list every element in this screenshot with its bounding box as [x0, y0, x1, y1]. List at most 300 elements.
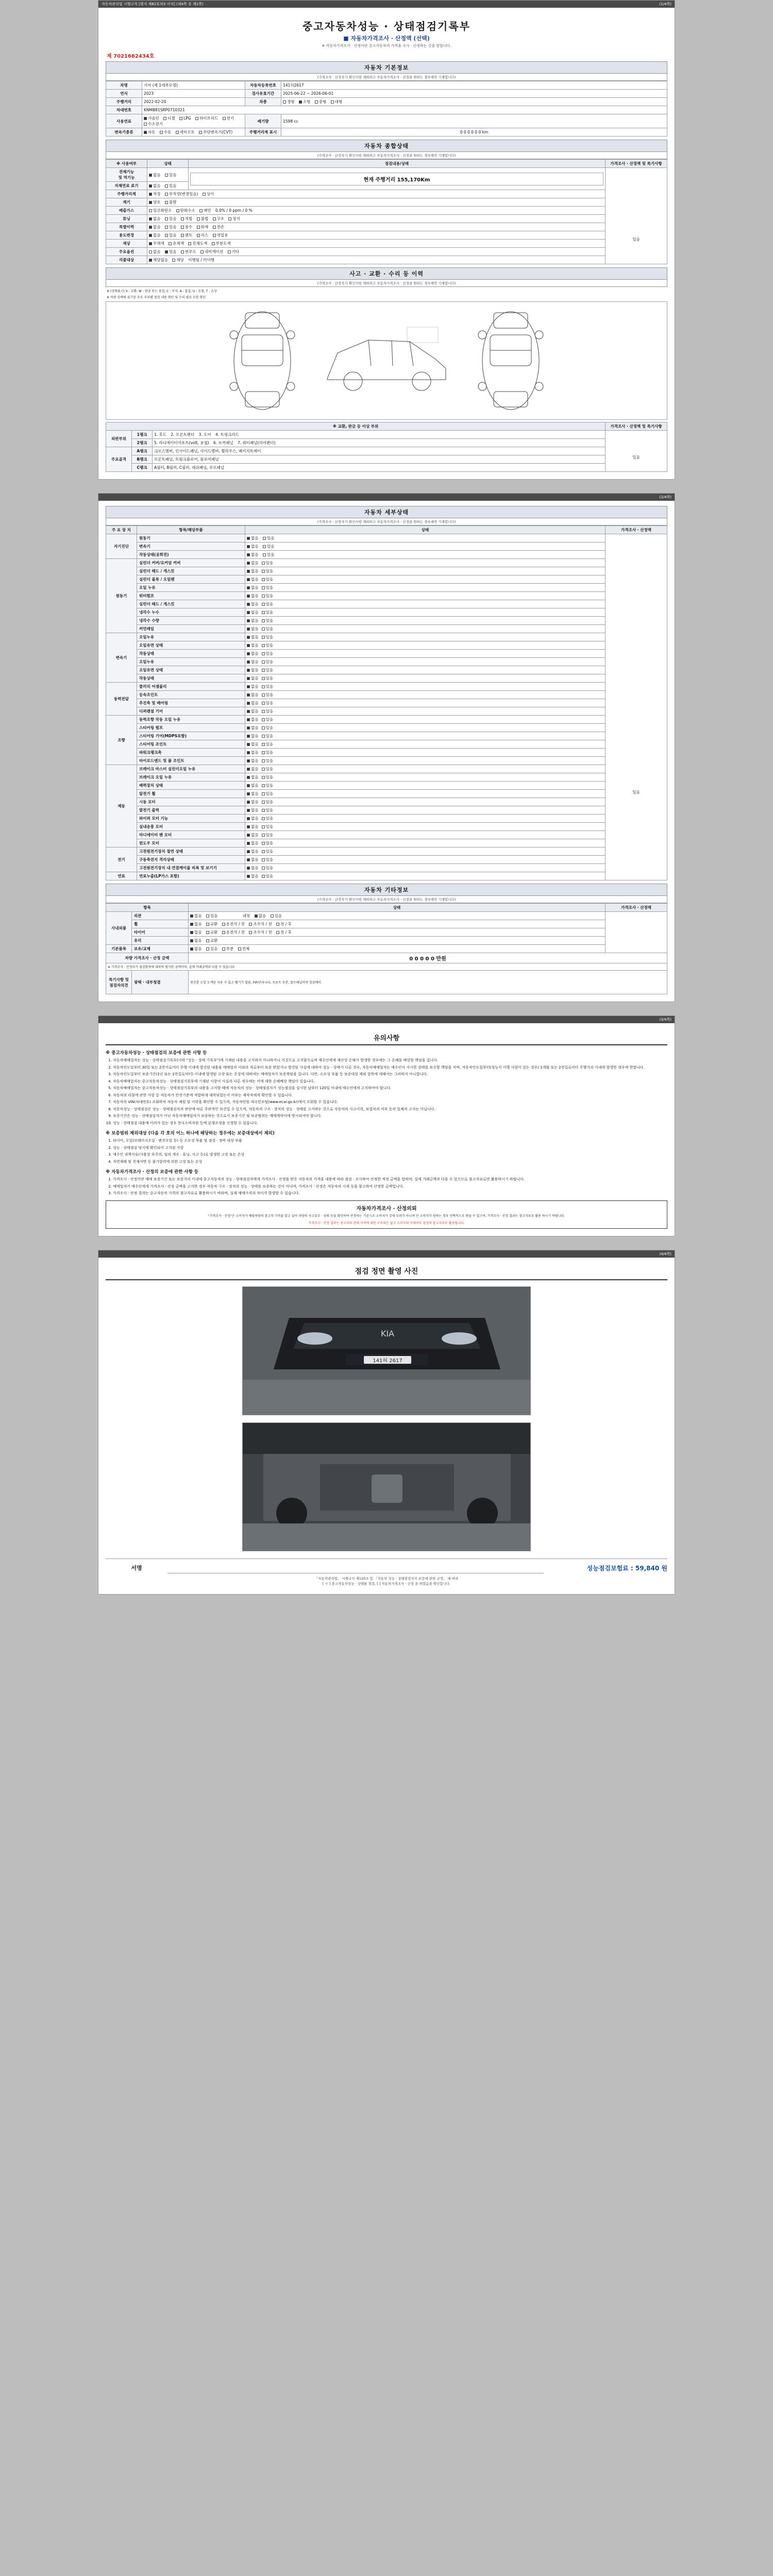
detail-state-table	[106, 526, 667, 880]
detail-group-0: 자기진단	[106, 534, 137, 559]
notice-item: 3. 자동차인도일부터 보증기간(1년 또는 1만킬로미터) 이내에 발생된 고장 또는 손상에 대하여는 매매업자가 보증책임을 집니다. 다만, 소모성 부품 등 보증대상 제외 항목에 대해서는 그러하지 아니합니다.	[113, 1072, 667, 1077]
basic-value-odometer: 0 0 0 0 0 0 km	[281, 128, 667, 137]
overall-col-3: 가격조사 · 산정액 및 특기사항	[606, 160, 667, 168]
detail-group-6: 전기	[106, 848, 137, 872]
section-detail-note: (가격조사 · 산정자가 확인사항 제외하고 자동차가격조사 · 산정을 원하는 경우에만 기재합니다)	[106, 518, 667, 526]
overall-row-5-opt-5[interactable]: 장치	[228, 216, 240, 222]
other-group-label: 사내외품	[106, 912, 132, 945]
basic-value-regno: 141허2617	[281, 81, 667, 90]
notice-item: 2. 자동차인도일부터 30일 또는 2천키로미터 주행 이내에 발견된 내용을 매매업자 이외의 자로부터 보증 받았거나 발견된 사실에 대하여 성능 · 상태가 다른 경우, 자동차매매업자는 매수인이 지시한 상태를 보수할 책임을 지며, 자동차인도일부터(성능지 이행 사항이 있는 경우) 1개월 또는 2천킬로미터 주행거리 이내에 발생한 경우에 한합니다.	[113, 1065, 667, 1071]
overall-row-7-opt-1[interactable]: 있음	[165, 232, 177, 238]
detail-state-5-5: 없음 있음	[245, 806, 606, 815]
photos-title: 점검 정면 촬영 사진	[106, 1266, 667, 1280]
detail-state-0-1: 없음 있음	[245, 543, 606, 551]
page-3-number: (3/4쪽)	[659, 1018, 671, 1022]
notice-title: 유의사항	[106, 1032, 667, 1045]
overall-row-7-opt-3[interactable]: 리스	[197, 232, 209, 238]
overall-row-5-opt-3[interactable]: 불법	[197, 216, 209, 222]
detail-state-6-2: 없음 있음	[245, 864, 606, 872]
overall-row-9-opt-4[interactable]: 기타	[228, 249, 240, 255]
overall-row-2-opt-0[interactable]: 적정	[149, 191, 161, 197]
overall-row-9-opts	[147, 248, 606, 256]
basic-value-carname: 기아 (제 1세부모델)	[142, 81, 245, 90]
price-request-body: "가격조사 · 산정"은 소비자가 해당차량의 중고차 가격을 알고 싶어 차량의 사고유무 · 상태 등을 확인하여 산정하는 기준으로 소비자가 강제 부과가 아니며 단 소비자가 원하는 경우 선택적으로 받을 수 있으며, 가격조사 · 산정 결과는 참고자료로 활용 하시기 바랍니다.	[208, 1214, 565, 1218]
page-number: (1/4쪽)	[659, 2, 671, 6]
overall-row-0-opts	[147, 168, 189, 182]
overall-row-4-name: 배출가스	[106, 207, 147, 215]
other-row-1-opts: 없음 교환 운전석 / 전 조수석 / 전 전 / 후	[189, 920, 606, 928]
accident-frame-label: 주요골격	[106, 447, 132, 472]
overall-odometer-box: 현재 주행거리 155,170Km	[189, 168, 606, 190]
detail-state-3-0: 없음 있음	[245, 683, 606, 691]
other-row-4-label: 보유/교체	[132, 945, 189, 953]
detail-item-3-2: 추진축 및 베어링	[137, 699, 245, 707]
detail-item-5-1: 브레이크 오일 누유	[137, 773, 245, 782]
other-row-3-opts: 없음 교환	[189, 937, 606, 945]
accident-rank1-label: 1랭크	[132, 431, 153, 439]
detail-group-2: 변속기	[106, 633, 137, 683]
price-note: ※ 가격조사 · 산정자가 점검항목에 대하여 평가한 금액이며, 실제 거래금액과 다를 수 있습니다.	[106, 963, 667, 971]
overall-row-2-name: 주행거리계	[106, 190, 147, 198]
detail-item-1-3: 오일 누유	[137, 584, 245, 592]
vehicle-underbody-photo-image	[243, 1423, 531, 1551]
rank2-item-1[interactable]: 6. 로커패널	[213, 440, 233, 445]
detail-item-2-3: 오일누유	[137, 658, 245, 666]
page-subtitle: ■ 자동차가격조사 · 산정액 (선택)	[343, 35, 430, 42]
overall-row-0-opt-0[interactable]: 없음	[149, 172, 161, 178]
notice-heading-3: ※ 자동차가격조사 · 산정의 보증에 관한 사항 등	[106, 1170, 199, 1175]
svg-text:141허 2617: 141허 2617	[373, 1358, 402, 1364]
detail-state-1-7: 없음 있음	[245, 617, 606, 625]
overall-row-5-opt-1[interactable]: 있음	[165, 216, 177, 222]
accident-frameC-label: C랭크	[132, 464, 153, 472]
detail-item-2-1: 오일유면 상태	[137, 641, 245, 650]
detail-item-0-0: 원동기	[137, 534, 245, 543]
detail-item-4-5: 타이로드엔드 및 볼 조인트	[137, 757, 245, 765]
overall-row-8-opts	[147, 240, 606, 248]
section-other-title: 자동차 기타정보	[106, 884, 667, 896]
overall-row-7-name: 용도변경	[106, 231, 147, 240]
notice-item: 10. 성능 · 상태점검 내용에 이의가 있는 경우 한국소비자원 등에 분쟁조정을 신청할 수 있습니다.	[113, 1121, 667, 1126]
detail-col-3: 가격조사 · 산정액	[606, 526, 667, 534]
cartype-option-0[interactable]: 경형	[283, 99, 295, 105]
detail-state-1-2: 없음 있음	[245, 575, 606, 584]
overall-row-6-opt-3[interactable]: 화재	[197, 224, 209, 230]
signature-row	[106, 1558, 667, 1573]
notice-list-2	[113, 1138, 667, 1164]
footer-note	[106, 1577, 667, 1587]
vehicle-front-photo	[242, 1286, 531, 1415]
overall-row-3-name: 계기	[106, 198, 147, 207]
detail-state-6-1: 없음 있음	[245, 856, 606, 864]
detail-col-1: 항목/해당부품	[137, 526, 245, 534]
page-1-topbar	[98, 1, 675, 8]
page-3-topbar	[98, 1016, 675, 1023]
overall-row-10-opt-0[interactable]: 해당없음	[149, 257, 168, 263]
detail-item-4-4: 파워크랭크축	[137, 749, 245, 757]
cartype-option-1[interactable]: 소형	[299, 99, 311, 105]
notice-item: 1. 자동차매매업자는 성능 · 상태점검기록부(이하 "성능 · 상태 기록부")에 기재된 내용을 고지하지 아니하거나 거짓으로 고지함으로써 매수인에게 재산상 손해가 발생한 경우에는 그 손해를 배상할 책임을 집니다.	[113, 1058, 667, 1063]
basic-value-displacement: 1598 cc	[281, 114, 667, 128]
accident-frameA-label: A랭크	[132, 447, 153, 455]
overall-row-9-opt-1[interactable]: 있음	[165, 249, 177, 255]
car-diagram-side	[320, 312, 453, 410]
cartype-option-3[interactable]: 대형	[331, 99, 343, 105]
detail-col-0: 주 요 장 치	[106, 526, 137, 534]
overall-col-2: 점검내용/상태	[189, 160, 606, 168]
other-note-cell	[606, 912, 667, 953]
detail-state-5-6: 없음 있음	[245, 815, 606, 823]
overall-row-9-opt-0[interactable]: 없음	[149, 249, 161, 255]
section-detail-title: 자동차 세부상태	[106, 506, 667, 518]
overall-row-8-opt-0[interactable]: 무채색	[149, 241, 164, 246]
section-overall-note: (가격조사 · 산정자가 확인사항 제외하고 자동차가격조사 · 산정을 원하는 경우에만 기재합니다)	[106, 152, 667, 159]
overall-row-9-name: 주요옵션	[106, 248, 147, 256]
state-opt-b[interactable]: 있음	[263, 535, 275, 541]
accident-rank2-label: 2랭크	[132, 439, 153, 447]
basic-value-regdate: 2022-02-20	[142, 98, 245, 106]
overall-row-5-name: 튜닝	[106, 215, 147, 223]
fuel-option-0[interactable]: 가솔린	[144, 115, 159, 121]
page-3	[98, 1015, 675, 1236]
overall-col-0: ※ 사용여부	[106, 160, 147, 168]
detail-item-2-4: 오일유면 상태	[137, 666, 245, 674]
detail-item-6-0: 고전원전기장치 절연 상태	[137, 848, 245, 856]
accident-frameB-label: B랭크	[132, 455, 153, 464]
section-accident-title: 사고 · 교환 · 수리 등 이력	[106, 267, 667, 280]
overall-row-10-name: 리콜대상	[106, 256, 147, 264]
overall-row-1-opts	[147, 182, 189, 190]
accident-rank1-items	[153, 431, 606, 439]
notice-item: 2. 매매업자가 매수인에게 가격조사 · 산정 금액을 고지한 경우 자동차 구조 · 장치의 성능 · 상태를 보증하는 것이 아니며, 가격조사 · 산정은 자동차의 시세 등을 참고하여 산정한 금액입니다.	[113, 1184, 667, 1190]
overall-row-4-opt-2[interactable]: 매연	[199, 208, 211, 213]
detail-item-5-6: 와이퍼 모터 기능	[137, 815, 245, 823]
notice-heading-2: ※ 보증범위 제외대상 (다음 각 호의 어느 하나에 해당하는 경우에는 보증대상에서 제외)	[106, 1131, 275, 1136]
overall-row-6-name: 특별이력	[106, 223, 147, 231]
detail-item-5-2: 배력장치 상태	[137, 782, 245, 790]
detail-item-2-2: 작동상태	[137, 650, 245, 658]
transmission-option-3[interactable]: 무단변속기(CVT)	[199, 129, 232, 135]
overall-row-3-opt-0[interactable]: 양호	[149, 199, 161, 205]
section-overall-title: 자동차 종합상태	[106, 140, 667, 152]
notice-item: 4. 자연재해 및 천재지변 등 불가항력에 의한 고장 또는 손상	[113, 1159, 667, 1165]
detail-item-3-0: 클러치 어셈블리	[137, 683, 245, 691]
overall-row-5-opt-4[interactable]: 구조	[213, 216, 225, 222]
price-request-box	[106, 1200, 667, 1229]
fuel-option-5[interactable]: 수소전기	[144, 121, 163, 127]
rank1-item-1[interactable]: 2. 프론트펜더	[171, 432, 195, 437]
overall-row-3-opt-1[interactable]: 불량	[165, 199, 177, 205]
overall-row-8-opt-2[interactable]: 전체도색	[188, 241, 207, 246]
vehicle-underbody-photo	[242, 1422, 531, 1551]
notice-item: 1. 타이어, 오일(브레이크오일 · 엔진오일 등) 등 소모성 부품 및 점검 · 정비 대상 부품	[113, 1138, 667, 1144]
price-request-title: 자동차가격조사 · 산정의뢰	[356, 1206, 417, 1212]
other-row-0-opts: 없음 있음 내장 없음 있음	[189, 912, 606, 920]
price-request-note: 가격조사 · 산정 결과는 중고차의 판매 가격에 대한 구속력은 없고 소비자의 구매여부 결정에 참고자료로 활용됩니다.	[308, 1222, 465, 1226]
overall-row-7-opt-0[interactable]: 없음	[149, 232, 161, 238]
page-2-number: (2/4쪽)	[659, 495, 671, 499]
overall-row-1-name: 자체연료 표기	[106, 182, 147, 190]
detail-group-4: 조향	[106, 716, 137, 765]
detail-item-2-0: 오일누유	[137, 633, 245, 641]
basic-value-transmission	[142, 128, 245, 137]
detail-state-1-4: 없음 있음	[245, 592, 606, 600]
basic-label-transmission: 변속기종류	[106, 128, 142, 137]
basic-label-inspection: 검사유효기간	[245, 90, 281, 98]
detail-item-4-2: 스티어링 기어(MDPS포함)	[137, 732, 245, 740]
other-row-3-label: 유리	[132, 937, 189, 945]
detail-item-3-3: 디퍼렌셜 기어	[137, 707, 245, 716]
sign-section-text: 광택 · 내부청결	[132, 971, 189, 994]
overall-row-5-opt-2[interactable]: 적법	[181, 216, 193, 222]
detail-item-1-0: 실린더 커버/로커암 커버	[137, 559, 245, 567]
other-row-0-label: 외관	[132, 912, 189, 920]
overall-row-7-opts	[147, 231, 606, 240]
overall-row-2-opt-2[interactable]: 상이	[203, 191, 214, 197]
signature-line[interactable]	[167, 1562, 544, 1573]
detail-state-5-8: 없음 있음	[245, 831, 606, 839]
section-accident-note: (가격조사 · 산정자가 확인사항 제외하고 자동차가격조사 · 산정을 원하는 경우에만 기재합니다)	[106, 280, 667, 287]
notice-item: 1. 가격조사 · 산정이란 매매 보증기간 또는 보증거리 이내에 중고자동차의 성능 · 상태점검자에게 가격조사 · 산정을 받은 자동차의 가격을 내용에 따라 점검 · 조사하여 산정한 적정 금액을 말하며, 실제 거래금액과 다를 수 있으므로 참고자료로만 활용하시기 바랍니다.	[113, 1177, 667, 1182]
detail-item-6-2: 고전원전기장치 내 연결케이블 피복 및 보기기	[137, 864, 245, 872]
notice-item: 9. 보증기간은 성능 · 상태점검자가 아닌 자동차매매업자가 보증하는 것으로서 보증기간 및 보증범위는 매매계약서에 명시되어야 합니다.	[113, 1113, 667, 1119]
other-row-4-opts: 없음 있음 부분 전체	[189, 945, 606, 953]
other-row-2-label: 타이어	[132, 928, 189, 937]
notice-item: 8. 자동차성능 · 상태점검은 성능 · 상태점검자의 판단에 따른 주관적인 의견일 수 있으며, 자동차의 구조 · 장치의 성능 · 상태를 고지하는 것으로 자동차의 사고이력, 보험처리 여부 등의 일체의 고지는 아닙니다.	[113, 1107, 667, 1112]
detail-state-5-2: 없음 있음	[245, 782, 606, 790]
basic-label-regno: 자동차등록번호	[245, 81, 281, 90]
rank1-item-2[interactable]: 3. 도어	[198, 432, 211, 437]
overall-row-0-opt-1[interactable]: 있음	[165, 172, 177, 178]
car-diagram-left	[219, 307, 306, 415]
overall-row-2-opts	[147, 190, 606, 198]
detail-item-5-9: 윈도우 모터	[137, 839, 245, 848]
overall-row-4-opt-1[interactable]: 탄화수소	[176, 208, 195, 213]
basic-value-vin: KNMB81SRP0710321	[142, 106, 667, 114]
detail-item-0-1: 변속기	[137, 543, 245, 551]
footer-line-2: [ ㅇ ] 중고자동차성능 · 상태를 점검, [ ] 자동차가격조사 · 산정 을 하였음을 확인합니다.	[322, 1581, 451, 1586]
overall-row-10-opt-1[interactable]: 해당	[172, 257, 184, 263]
detail-item-5-5: 발전기 출력	[137, 806, 245, 815]
fuel-option-1[interactable]: 디젤	[163, 115, 175, 121]
detail-state-2-3: 없음 있음	[245, 658, 606, 666]
overall-row-4-opts	[147, 207, 606, 215]
other-row-0-label2: 내장	[242, 913, 250, 918]
detail-state-7-0: 없음 있음	[245, 872, 606, 880]
price-value: 0 0 0 0 0 만원	[189, 953, 667, 963]
basic-label-cartype: 차종	[245, 98, 281, 106]
car-diagram-right	[467, 307, 554, 415]
notice-item: 6. 자동차의 리콜에 관한 사항 등 자동차가 안전기준에 적합하게 제작되었는지 여부는 제작자에게 확인할 수 있습니다.	[113, 1093, 667, 1098]
overall-row-7-opt-4[interactable]: 영업용	[213, 232, 228, 238]
overall-row-6-opt-4[interactable]: 전손	[213, 224, 225, 230]
other-col-0: 항목	[106, 904, 189, 912]
page-title: 중고자동차성능 · 상태점검기록부	[302, 20, 470, 32]
detail-item-3-1: 등속조인트	[137, 691, 245, 699]
detail-state-2-2: 없음 있음	[245, 650, 606, 658]
basic-label-displacement: 배기량	[245, 114, 281, 128]
detail-state-4-1: 없음 있음	[245, 724, 606, 732]
page-1	[98, 0, 675, 480]
detail-state-3-3: 없음 있음	[245, 707, 606, 716]
detail-item-5-0: 브레이크 마스터 실린더오일 누유	[137, 765, 245, 773]
basic-label-carname: 차명	[106, 81, 142, 90]
detail-state-4-3: 없음 있음	[245, 740, 606, 749]
detail-state-2-5: 없음 있음	[245, 674, 606, 683]
detail-state-4-2: 없음 있음	[245, 732, 606, 740]
overall-row-2-opt-1[interactable]: 부적정(변경있음)	[165, 191, 198, 197]
overall-row-6-opt-0[interactable]: 없음	[149, 224, 161, 230]
detail-group-7: 연료	[106, 872, 137, 880]
detail-state-5-0: 없음 있음	[245, 765, 606, 773]
section-basic-title: 자동차 기본정보	[106, 61, 667, 74]
fuel-option-3[interactable]: 하이브리드	[195, 115, 218, 121]
transmission-option-1[interactable]: 수동	[160, 129, 172, 135]
section-basic-note: (가격조사 · 산정자가 확인사항 제외하고 자동차가격조사 · 산정을 원하는 경우에만 기재합니다)	[106, 74, 667, 81]
overall-row-6-opt-2[interactable]: 침수	[181, 224, 193, 230]
accident-frameA-items: 크로스멤버, 인사이드패널, 사이드멤버, 휠하우스, 패키지트레이	[153, 447, 606, 455]
detail-item-1-1: 실린더 헤드 / 개스킷	[137, 567, 245, 575]
car-damage-diagram	[106, 301, 667, 420]
other-row-1-label: 휠	[132, 920, 189, 928]
accident-note-header: 가격조사 · 산정액 및 특기사항	[606, 422, 667, 431]
detail-state-4-4: 없음 있음	[245, 749, 606, 757]
other-row-2-opts: 없음 교환 운전석 / 전 조수석 / 전 전 / 후	[189, 928, 606, 937]
accident-legend-2: ※ 차량 상태에 표기된 주요 부위별 점검 내용 확인 및 수리 필요 부분 확인	[107, 296, 206, 299]
basic-label-regdate: 주행거리	[106, 98, 142, 106]
detail-item-1-2: 실린더 블록 / 오일팬	[137, 575, 245, 584]
notice-list-1	[113, 1058, 667, 1126]
insurance-fee: 성능점검보험료 : 59,840 원	[586, 1564, 667, 1572]
footer-line-1: 「자동차관리법」 시행규칙 제120조 및 「자동차 성능 · 상태점검자의 보증에 관한 규정」 에 따라	[314, 1577, 459, 1581]
detail-item-4-1: 스티어링 펌프	[137, 724, 245, 732]
page-2-topbar	[98, 494, 675, 501]
page-subtitle-note: ※ 자동차가격조사 · 산정이란 중고자동차의 가격을 조사 · 산정하는 것을 말합니다.	[322, 44, 451, 48]
overall-row-10-opts	[147, 256, 606, 264]
overall-row-1-opt-0[interactable]: 없음	[149, 183, 161, 189]
detail-state-1-3: 없음 있음	[245, 584, 606, 592]
detail-state-5-1: 없음 있음	[245, 773, 606, 782]
sign-section-body: 엔진룸 오일 도색된 자동 수 있고 휠기기 말씀, FIP/인피니티, 프론트 부분, 볼트패널이며 정검메이.	[189, 971, 667, 994]
basic-value-year: 2023	[142, 90, 245, 98]
detail-state-5-4: 없음 있음	[245, 798, 606, 806]
accident-note-cell: 있음	[606, 431, 667, 472]
detail-item-5-4: 시동 모터	[137, 798, 245, 806]
notice-item: 2. 성능 · 상태점검 당시에 확인되어 고지된 사항	[113, 1145, 667, 1151]
other-info-table	[106, 903, 667, 994]
detail-item-1-8: 커먼레일	[137, 625, 245, 633]
detail-item-1-6: 냉각수 누수	[137, 608, 245, 617]
cartype-option-2[interactable]: 중형	[315, 99, 327, 105]
other-col-2: 가격조사 · 산정액	[606, 904, 667, 912]
detail-state-5-9: 없음 있음	[245, 839, 606, 848]
detail-state-2-1: 없음 있음	[245, 641, 606, 650]
accident-frameB-items: 프론트패널, 트렁크플로어, 플로어패널	[153, 455, 606, 464]
fuel-option-2[interactable]: LPG	[179, 116, 191, 121]
accident-rank-table	[106, 422, 667, 472]
rank1-item-3[interactable]: 4. 트렁크리드	[215, 432, 239, 437]
basic-info-table	[106, 81, 667, 137]
overall-row-5-opts	[147, 215, 606, 223]
detail-item-1-4: 워터펌프	[137, 592, 245, 600]
signature-label: 서명	[131, 1565, 142, 1572]
detail-note-cell: 있음	[606, 534, 667, 880]
form-reference: 자동차관리법 시행규칙 [별지 제82호의3 서식] (제4쪽 중 제1쪽)	[102, 2, 204, 6]
rank1-item-0[interactable]: 1. 후드	[154, 432, 167, 437]
notice-item: 5. 자동차매매업자는 중고자동차성능 · 상태점검기록부의 내용을 고지할 때에 자동차의 성능 · 상태점검자가 성능점검을 실시한 날부터 120일 이내에 매수인에게 고지하여야 합니다.	[113, 1086, 667, 1091]
detail-state-1-8: 없음 있음	[245, 625, 606, 633]
page-2	[98, 493, 675, 1002]
overall-row-8-opt-3[interactable]: 부분도색	[212, 241, 231, 246]
notice-heading-1: ※ 중고자동차성능 · 상태점검의 보증에 관한 사항 등	[106, 1050, 207, 1056]
notice-item: 3. 매수인 귀책사유(사용상 부주의, 임의 개조 · 튜닝, 사고 등)로 발생한 고장 또는 손상	[113, 1152, 667, 1158]
detail-item-4-0: 동력조향 작동 오일 누유	[137, 716, 245, 724]
vehicle-front-photo-image	[243, 1287, 531, 1415]
detail-state-2-4: 없음 있음	[245, 666, 606, 674]
overall-row-0-name: 전체기능 및 역기능	[106, 168, 147, 182]
fuel-option-4[interactable]: 전기	[223, 115, 234, 121]
rank2-item-2[interactable]: 7. 쿼터패널(리어펜더)	[237, 440, 276, 445]
basic-value-fuel	[142, 114, 245, 128]
basic-label-odometer: 주행거리계 표시	[245, 128, 281, 137]
accident-rank2-items	[153, 439, 606, 447]
overall-row-9-opt-3[interactable]: 네비게이션	[200, 249, 223, 255]
overall-col-1: 상태	[147, 160, 189, 168]
detail-col-2: 상태	[245, 526, 606, 534]
overall-row-1-opt-1[interactable]: 있음	[165, 183, 177, 189]
detail-item-0-2: 작동상태(공회전)	[137, 551, 245, 559]
notice-list-3	[113, 1177, 667, 1196]
accident-outer-label: 외판부위	[106, 431, 132, 447]
detail-state-5-3: 없음 있음	[245, 790, 606, 798]
detail-state-0-2: 없음 있음	[245, 551, 606, 559]
overall-row-6-opts	[147, 223, 606, 231]
overall-row-10-detail: 이행됨 / 미이행	[188, 258, 215, 262]
overall-row-8-opt-1[interactable]: 유채색	[169, 241, 184, 246]
detail-item-5-7: 실내송풍 모터	[137, 823, 245, 831]
notice-item: 4. 자동차매매업자는 중고자동차성능 · 상태점검기록부에 기재된 사항이 사실과 다른 경우에는 이에 대한 손해배상 책임이 있습니다.	[113, 1079, 667, 1084]
detail-item-1-7: 냉각수 수량	[137, 617, 245, 625]
detail-group-3: 동력전달	[106, 683, 137, 716]
section-other-note: (가격조사 · 산정자가 확인사항 제외하고 자동차가격조사 · 산정을 원하는 경우에만 기재합니다)	[106, 896, 667, 903]
accident-legend-1: ※ (상태표시) X : 교환, W : 판금 또는 용접, C : 부식, A : 흠집, U : 요철, T : 손상	[107, 290, 217, 293]
overall-row-6-opt-1[interactable]: 있음	[165, 224, 177, 230]
transmission-option-0[interactable]: 자동	[144, 129, 156, 135]
overall-row-9-opt-2[interactable]: 썬루프	[181, 249, 196, 255]
state-opt-a[interactable]: 없음	[247, 535, 259, 541]
detail-state-4-0: 없음 있음	[245, 716, 606, 724]
sign-section-label: 특기사항 및 점검자의견	[106, 971, 132, 994]
basic-value-inspection: 2025-06-22 ~ 2026-06-01	[281, 90, 667, 98]
svg-text:KIA: KIA	[380, 1329, 395, 1339]
detail-state-2-0: 없음 있음	[245, 633, 606, 641]
detail-group-1: 원동기	[106, 559, 137, 633]
rank2-item-0[interactable]: 5. 라디에이터서포트(volt, 용접)	[154, 440, 209, 445]
transmission-option-2[interactable]: 세미오토	[176, 129, 195, 135]
overall-row-5-opt-0[interactable]: 없음	[149, 216, 161, 222]
overall-row-7-opt-2[interactable]: 렌트	[181, 232, 193, 238]
detail-item-6-1: 구동축전지 격리상태	[137, 856, 245, 864]
overall-row-4-opt-0[interactable]: 일산화탄소	[149, 208, 172, 213]
notice-item: 7. 자동차의 VIN(차대번호) 조회하여 자동차 제원 및 이력을 확인할 수 있으며, 자동차민원 대국민포털(www.ecar.go.kr)에서 조회할 수 있습니다.	[113, 1099, 667, 1105]
detail-state-3-1: 없음 있음	[245, 691, 606, 699]
overall-row-3-opts	[147, 198, 606, 207]
overall-row-8-name: 색상	[106, 240, 147, 248]
overall-table	[106, 159, 667, 264]
detail-item-7-0: 연료누출(LP가스 포함)	[137, 872, 245, 880]
detail-item-2-5: 작동상태	[137, 674, 245, 683]
overall-note-cell: 있음	[606, 168, 667, 264]
